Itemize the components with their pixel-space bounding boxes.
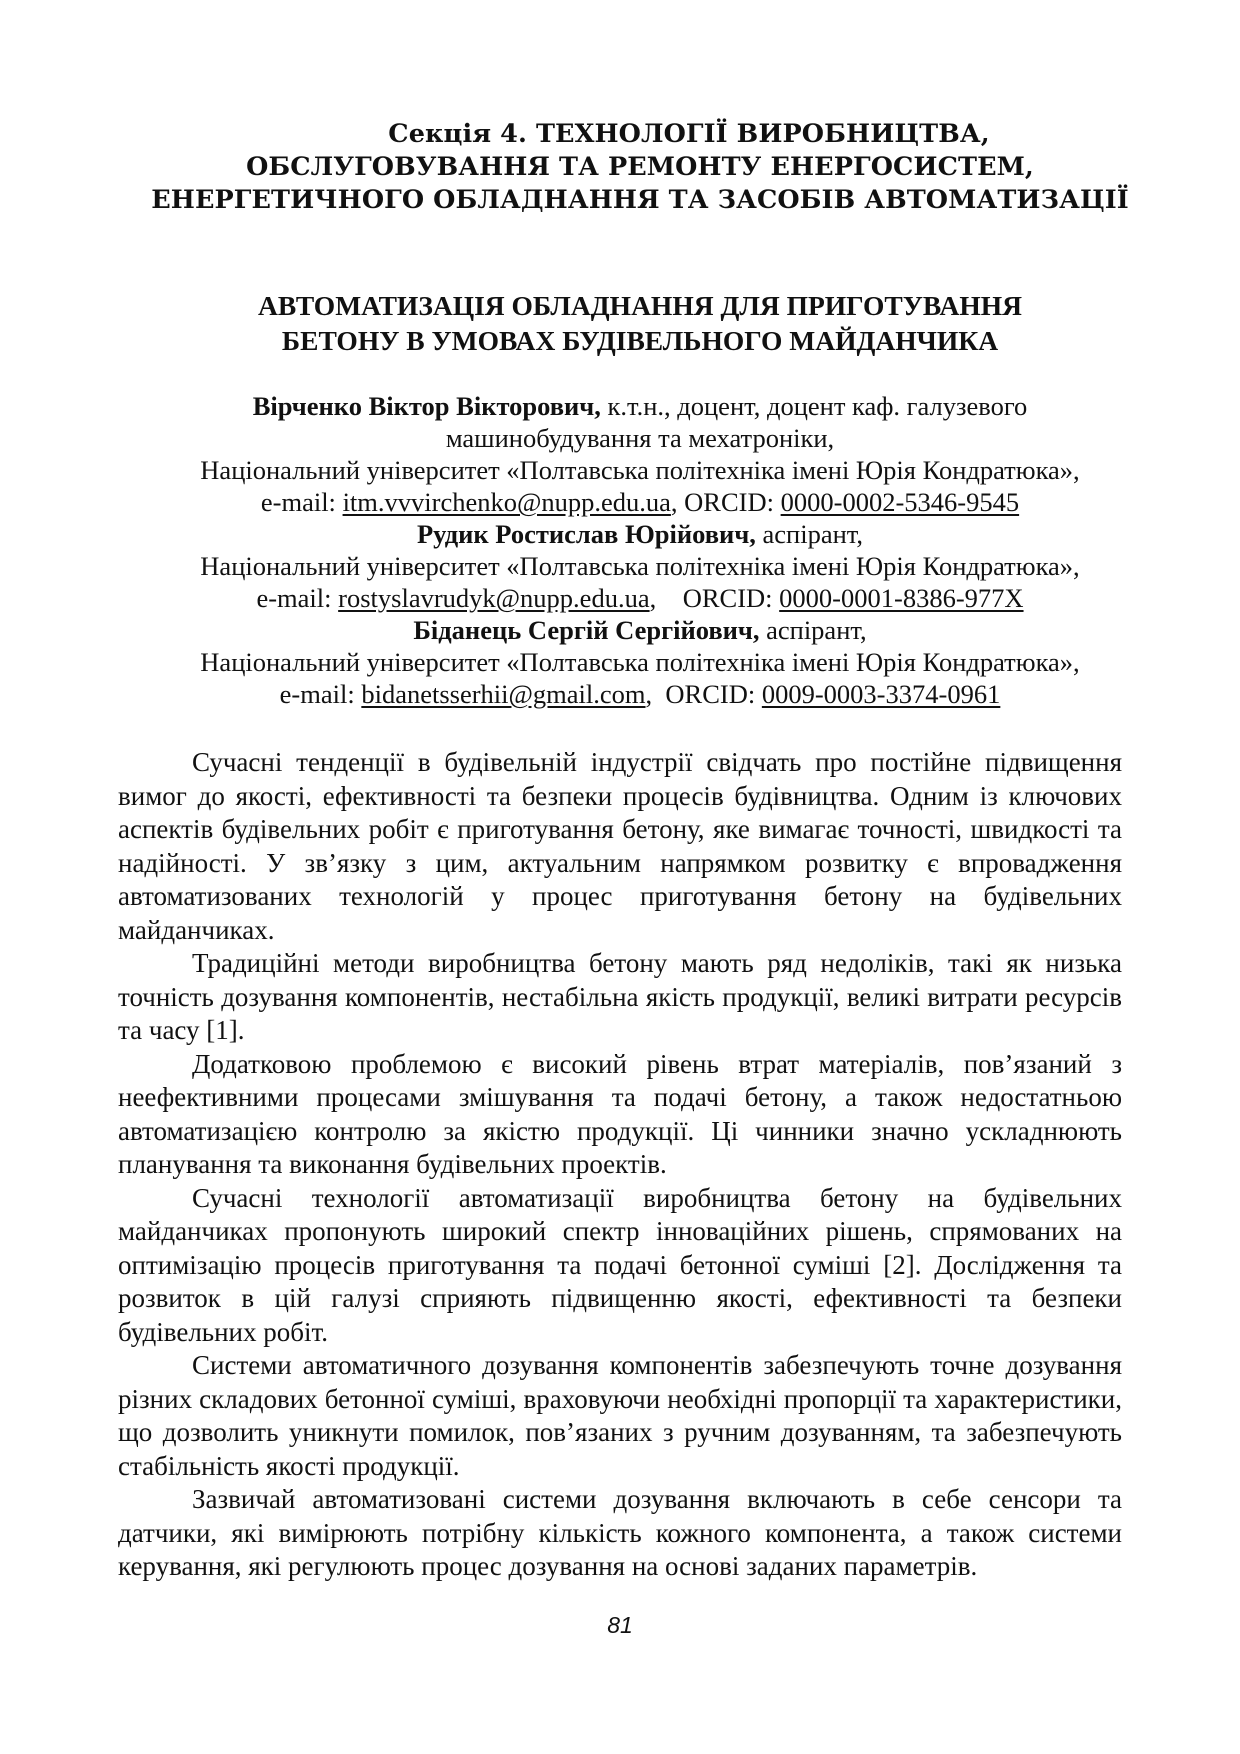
orcid-link[interactable]: 0000-0002-5346-9545	[780, 487, 1020, 517]
section-heading-line: ОБСЛУГОВУВАННЯ ТА РЕМОНТУ ЕНЕРГОСИСТЕМ,	[246, 152, 1034, 182]
section-heading	[150, 118, 1130, 217]
article-body	[118, 746, 1122, 1584]
author-name: Вірченко Віктор Вікторович,	[252, 391, 601, 421]
section-heading-line: ЕНЕРГЕТИЧНОГО ОБЛАДНАННЯ ТА ЗАСОБІВ АВТОМАТИЗАЦІЇ	[151, 185, 1129, 215]
orcid-label: , ORCID:	[645, 679, 762, 709]
email-label: e-mail:	[256, 583, 339, 613]
body-paragraph: Сучасні технології автоматизації виробництва бетону на будівельних майданчиках пропонують широкий спектр інноваційних рішень, спрямованих на оптимізацію процесів приготування та подачі бетонної суміші [2]. Дослідження та розвиток в цій галузі сприяють підвищенню якості, ефективності та безпеки будівельних робіт.	[118, 1182, 1122, 1347]
email-link[interactable]: rostyslavrudyk@nupp.edu.ua	[338, 583, 650, 613]
author-contacts	[120, 486, 1160, 518]
author-name-line	[120, 518, 1160, 550]
body-paragraph: Системи автоматичного дозування компонентів забезпечують точне дозування різних складових бетонної суміші, враховуючи необхідні пропорції та характеристики, що дозволить уникнути помилок, пов’язаних з ручним дозуванням, та забезпечують стабільність якості продукції.	[118, 1350, 1122, 1481]
article-title	[150, 288, 1130, 358]
author-contacts	[120, 582, 1160, 614]
orcid-label: , ORCID:	[670, 487, 781, 517]
article-title-line: БЕТОНУ В УМОВАХ БУДІВЕЛЬНОГО МАЙДАНЧИКА	[281, 325, 999, 356]
orcid-link[interactable]: 0000-0001-8386-977X	[779, 583, 1024, 613]
author-position: аспірант,	[759, 615, 867, 645]
author-contacts	[120, 678, 1160, 710]
author-position: к.т.н., доцент, доцент каф. галузевого	[600, 391, 1028, 421]
author-name: Біданець Сергій Сергійович,	[413, 615, 760, 645]
email-label: e-mail:	[260, 487, 343, 517]
author-affiliation: Національний університет «Полтавська політехніка імені Юрія Кондратюка»,	[200, 551, 1080, 581]
body-paragraph: Традиційні методи виробництва бетону мають ряд недоліків, такі як низька точність дозування компонентів, нестабільна якість продукції, великі витрати ресурсів та часу [1].	[118, 948, 1122, 1045]
orcid-link[interactable]: 0009-0003-3374-0961	[761, 679, 1001, 709]
email-label: e-mail:	[279, 679, 362, 709]
orcid-label: , ORCID:	[649, 583, 780, 613]
section-heading-line: Секція 4. ТЕХНОЛОГІЇ ВИРОБНИЦТВА,	[388, 119, 990, 149]
authors-block	[120, 390, 1160, 710]
body-paragraph: Зазвичай автоматизовані системи дозування включають в себе сенсори та датчики, які вимірюють потрібну кількість кожного компонента, а також системи керування, які регулюють процес дозування на основі заданих параметрів.	[118, 1484, 1122, 1581]
author-name: Рудик Ростислав Юрійович,	[416, 519, 756, 549]
page-number: 81	[607, 1612, 633, 1638]
author-department: машинобудування та мехатроніки,	[445, 423, 835, 453]
author-name-line	[120, 390, 1160, 422]
email-link[interactable]: bidanetsserhii@gmail.com	[361, 679, 646, 709]
article-title-line: АВТОМАТИЗАЦІЯ ОБЛАДНАННЯ ДЛЯ ПРИГОТУВАННЯ	[257, 290, 1023, 321]
author-affiliation: Національний університет «Полтавська політехніка імені Юрія Кондратюка»,	[200, 455, 1080, 485]
email-link[interactable]: itm.vvvirchenko@nupp.edu.ua	[342, 487, 671, 517]
author-position: аспірант,	[755, 519, 864, 549]
body-paragraph: Сучасні тенденції в будівельній індустрії свідчать про постійне підвищення вимог до якості, ефективності та безпеки процесів будівництва. Одним із ключових аспектів будівельних робіт є приготування бетону, яке вимагає точності, швидкості та надійності. У зв’язку з цим, актуальним напрямком розвитку є впровадження автоматизованих технологій у процес приготування бетону на будівельних майданчиках.	[118, 747, 1122, 945]
body-paragraph: Додатковою проблемою є високий рівень втрат матеріалів, пов’язаний з неефективними процесами змішування та подачі бетону, а також недостатньою автоматизацією контролю за якістю продукції. Ці чинники значно ускладнюють планування та виконання будівельних проектів.	[118, 1048, 1122, 1179]
author-affiliation: Національний університет «Полтавська політехніка імені Юрія Кондратюка»,	[200, 647, 1080, 677]
author-name-line	[120, 614, 1160, 646]
